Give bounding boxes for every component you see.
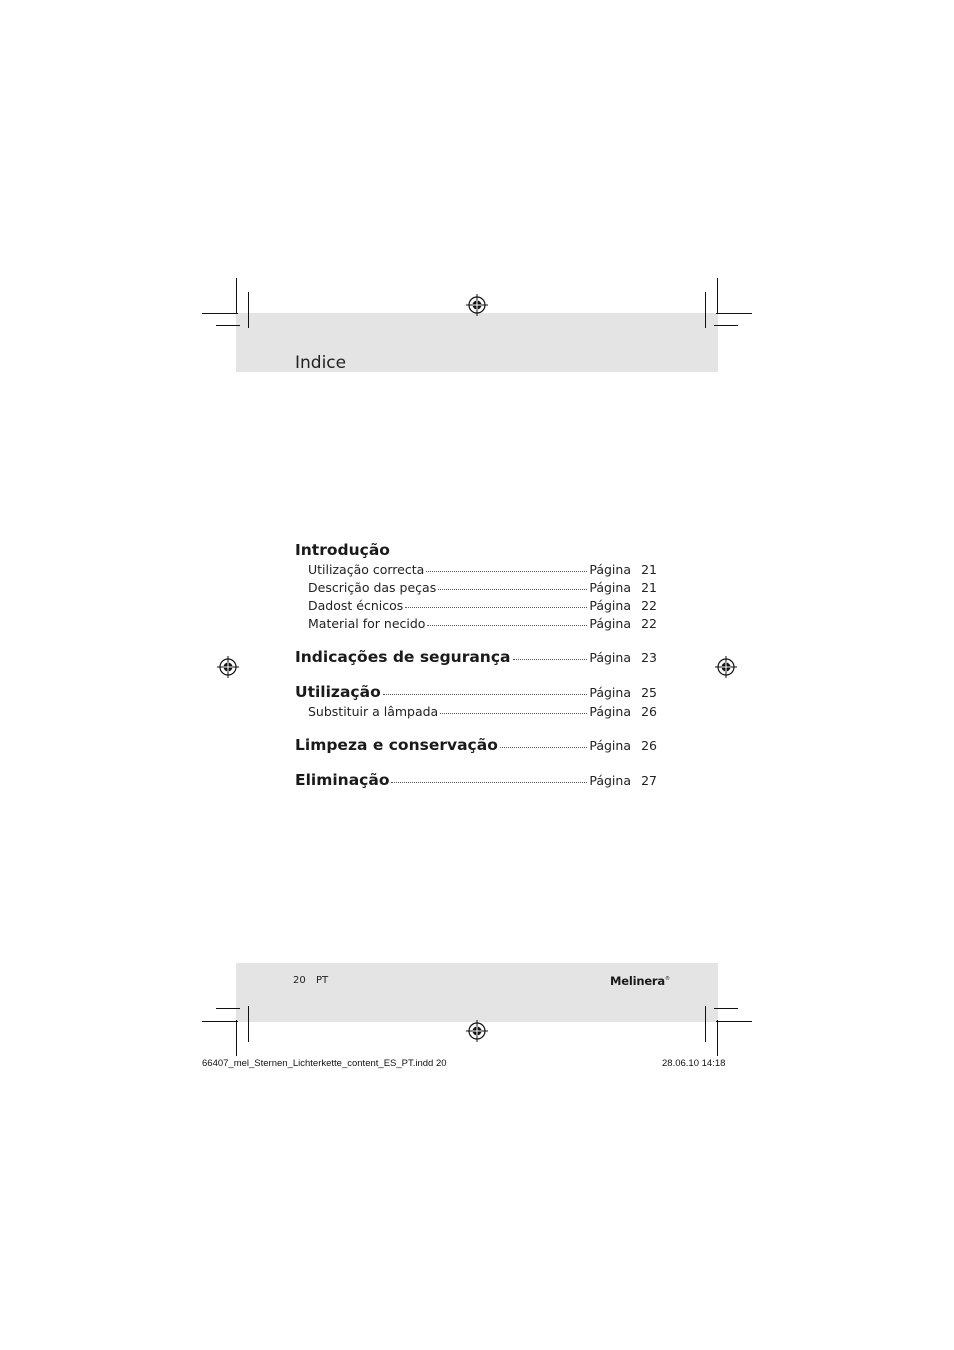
page-title: Indice	[295, 353, 347, 374]
page-number: 26	[641, 738, 657, 753]
page-label: Página	[589, 773, 631, 788]
toc-entry-title: Utilização correcta	[308, 562, 425, 577]
toc-entry-title: Descrição das peças	[308, 580, 437, 595]
crop-mark	[717, 1020, 718, 1056]
registration-mark-icon	[466, 294, 488, 316]
toc-entry-title: Introdução	[295, 541, 390, 559]
dot-leader	[500, 745, 588, 748]
crop-mark	[236, 278, 237, 314]
toc-entry-title: Eliminação	[295, 771, 390, 789]
toc-entry-dados-tecnicos[interactable]	[308, 598, 657, 613]
toc-entry-title: Material for necido	[308, 616, 426, 631]
toc-entry-utilizacao[interactable]	[295, 683, 657, 701]
crop-mark	[705, 1006, 706, 1042]
brand-logo	[610, 974, 670, 988]
page-label: Página	[589, 738, 631, 753]
registration-mark-icon	[715, 656, 737, 678]
crop-mark	[202, 313, 238, 314]
dot-leader	[383, 692, 588, 695]
registration-mark-icon	[217, 656, 239, 678]
dot-leader	[405, 605, 587, 608]
crop-mark	[717, 278, 718, 314]
page-number: 23	[641, 650, 657, 665]
toc-entry-descricao-das-pecas[interactable]	[308, 580, 657, 595]
dot-leader	[513, 657, 588, 660]
page-label: Página	[589, 704, 631, 719]
toc-entry-title: Limpeza e conservação	[295, 736, 498, 754]
page-label: Página	[589, 562, 631, 577]
page-label: Página	[589, 616, 631, 631]
crop-mark	[716, 313, 752, 314]
page-label: Página	[589, 598, 631, 613]
footer-page-number: 20	[293, 975, 306, 986]
brand-name: Melinera	[610, 974, 665, 988]
page-label: Página	[589, 650, 631, 665]
toc-entry-title: Dadost écnicos	[308, 598, 404, 613]
crop-mark	[202, 1021, 238, 1022]
page-label: Página	[589, 685, 631, 700]
crop-mark	[248, 1006, 249, 1042]
page-number: 27	[641, 773, 657, 788]
page-label: Página	[589, 580, 631, 595]
page-number: 21	[641, 562, 657, 577]
dot-leader	[438, 587, 587, 590]
page-number: 25	[641, 685, 657, 700]
registration-mark-icon	[466, 1020, 488, 1042]
toc-entry-title: Substituir a lâmpada	[308, 704, 439, 719]
crop-mark	[705, 292, 706, 328]
slug-datetime: 28.06.10 14:18	[662, 1058, 726, 1069]
toc-entry-utilizacao-correcta[interactable]	[308, 562, 657, 577]
crop-mark	[236, 1020, 237, 1056]
toc-entry-introducao[interactable]	[295, 541, 657, 559]
crop-mark	[714, 1008, 738, 1009]
page-number: 22	[641, 616, 657, 631]
slug-filename: 66407_mel_Sternen_Lichterkette_content_ES_PT.indd 20	[202, 1058, 447, 1069]
dot-leader	[426, 569, 587, 572]
dot-leader	[440, 711, 587, 714]
footer-band	[236, 963, 718, 1022]
crop-mark	[216, 325, 240, 326]
crop-mark	[248, 292, 249, 328]
toc-entry-title: Indicações de segurança	[295, 648, 511, 666]
crop-mark	[714, 325, 738, 326]
page-number: 26	[641, 704, 657, 719]
page-number: 21	[641, 580, 657, 595]
toc-entry-limpeza-e-conservacao[interactable]	[295, 736, 657, 754]
toc-entry-material-fornecido[interactable]	[308, 616, 657, 631]
footer-language: PT	[316, 975, 329, 986]
dot-leader	[427, 623, 587, 626]
toc-entry-title: Utilização	[295, 683, 381, 701]
toc-entry-substituir-a-lampada[interactable]	[308, 704, 657, 719]
toc-entry-indicacoes-de-seguranca[interactable]	[295, 648, 657, 666]
registered-mark: ®	[664, 976, 670, 983]
dot-leader	[391, 780, 587, 783]
crop-mark	[216, 1008, 240, 1009]
crop-mark	[716, 1021, 752, 1022]
page-number: 22	[641, 598, 657, 613]
toc-entry-eliminacao[interactable]	[295, 771, 657, 789]
